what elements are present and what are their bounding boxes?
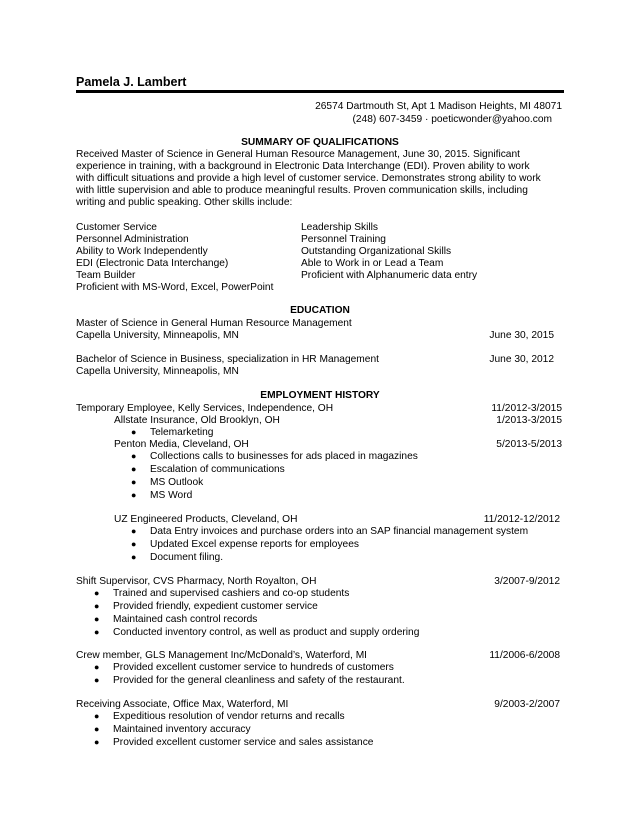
summary-line: writing and public speaking. Other skills include: [76,197,293,208]
skill-item: Leadership Skills [301,222,379,233]
education-heading: EDUCATION [290,305,350,316]
bullet-item: ● Telemarketing [131,427,214,438]
summary-line: experience in training, with a background in Electronic Data Interchange (EDI). Proven ability to work [76,161,530,172]
skill-item: Proficient with Alphanumeric data entry [301,270,478,281]
skill-item: EDI (Electronic Data Interchange) [76,258,229,269]
bullet-item: ● Data Entry invoices and purchase orders into an SAP financial management system [131,526,529,537]
job-date: 9/2003-2/2007 [494,699,560,710]
job-date: 1/2013-3/2015 [496,415,562,426]
job-date: 11/2012-12/2012 [483,514,560,525]
bullet-item: ● MS Outlook [131,477,204,488]
applicant-name: Pamela J. Lambert [76,75,187,89]
bullet-item: ● Expeditious resolution of vendor returns and recalls [94,711,345,722]
bullet-item: ● MS Word [131,490,193,501]
school-name: Capella University, Minneapolis, MN [76,366,239,377]
bullet-item: ● Collections calls to businesses for ads placed in magazines [131,451,418,462]
summary-line: with difficult situations and provide a high level of customer service. Demonstrates strong ability to work [76,173,541,184]
skill-item: Proficient with MS-Word, Excel, PowerPoint [76,282,274,293]
contact-address: 26574 Dartmouth St, Apt 1 Madison Heights, MI 48071 [315,101,562,112]
contact-phone-email: (248) 607-3459 · poeticwonder@yahoo.com [352,114,552,125]
bullet-item: ● Maintained inventory accuracy [94,724,251,735]
skill-item: Personnel Training [301,234,386,245]
skill-item: Team Builder [76,270,136,281]
summary-line: Received Master of Science in General Human Resource Management, June 30, 2015. Significant [76,149,520,160]
skill-item: Able to Work in or Lead a Team [301,258,444,269]
skill-item: Ability to Work Independently [76,246,208,257]
bullet-item: ● Maintained cash control records [94,614,258,625]
job-date: 11/2012-3/2015 [491,403,562,414]
job-title: Temporary Employee, Kelly Services, Independence, OH [76,403,334,414]
job-date: 5/2013-5/2013 [496,439,562,450]
job-title: UZ Engineered Products, Cleveland, OH [114,514,298,525]
bullet-item: ● Provided excellent customer service and sales assistance [94,737,374,748]
job-title: Receiving Associate, Office Max, Waterford, MI [76,699,289,710]
job-title: Penton Media, Cleveland, OH [114,439,249,450]
job-title: Allstate Insurance, Old Brooklyn, OH [114,415,280,426]
bullet-item: ● Provided friendly, expedient customer service [94,601,318,612]
bullet-item: ● Document filing. [131,552,224,563]
degree-title: Master of Science in General Human Resource Management [76,318,352,329]
job-date: 11/2006-6/2008 [489,650,560,661]
bullet-item: ● Provided excellent customer service to hundreds of customers [94,662,394,673]
bullet-item: ● Conducted inventory control, as well as product and supply ordering [94,627,420,638]
degree-date: June 30, 2015 [489,330,554,341]
bullet-item: ● Trained and supervised cashiers and co-op students [94,588,350,599]
bullet-item: ● Provided for the general cleanliness and safety of the restaurant. [94,675,405,686]
summary-heading: SUMMARY OF QUALIFICATIONS [241,137,399,148]
job-title: Shift Supervisor, CVS Pharmacy, North Royalton, OH [76,576,317,587]
bullet-item: ● Updated Excel expense reports for employees [131,539,359,550]
skill-item: Customer Service [76,222,157,233]
skill-item: Personnel Administration [76,234,189,245]
job-title: Crew member, GLS Management Inc/McDonald’s, Waterford, MI [76,650,368,661]
school-name: Capella University, Minneapolis, MN [76,330,239,341]
employment-heading: EMPLOYMENT HISTORY [260,390,380,401]
summary-line: with little supervision and able to produce meaningful results. Proven communication skills, including [76,185,528,196]
skill-item: Outstanding Organizational Skills [301,246,452,257]
bullet-item: ● Escalation of communications [131,464,285,475]
header-rule [76,90,564,93]
degree-date: June 30, 2012 [489,354,554,365]
job-date: 3/2007-9/2012 [494,576,560,587]
degree-title: Bachelor of Science in Business, specialization in HR Management [76,354,379,365]
